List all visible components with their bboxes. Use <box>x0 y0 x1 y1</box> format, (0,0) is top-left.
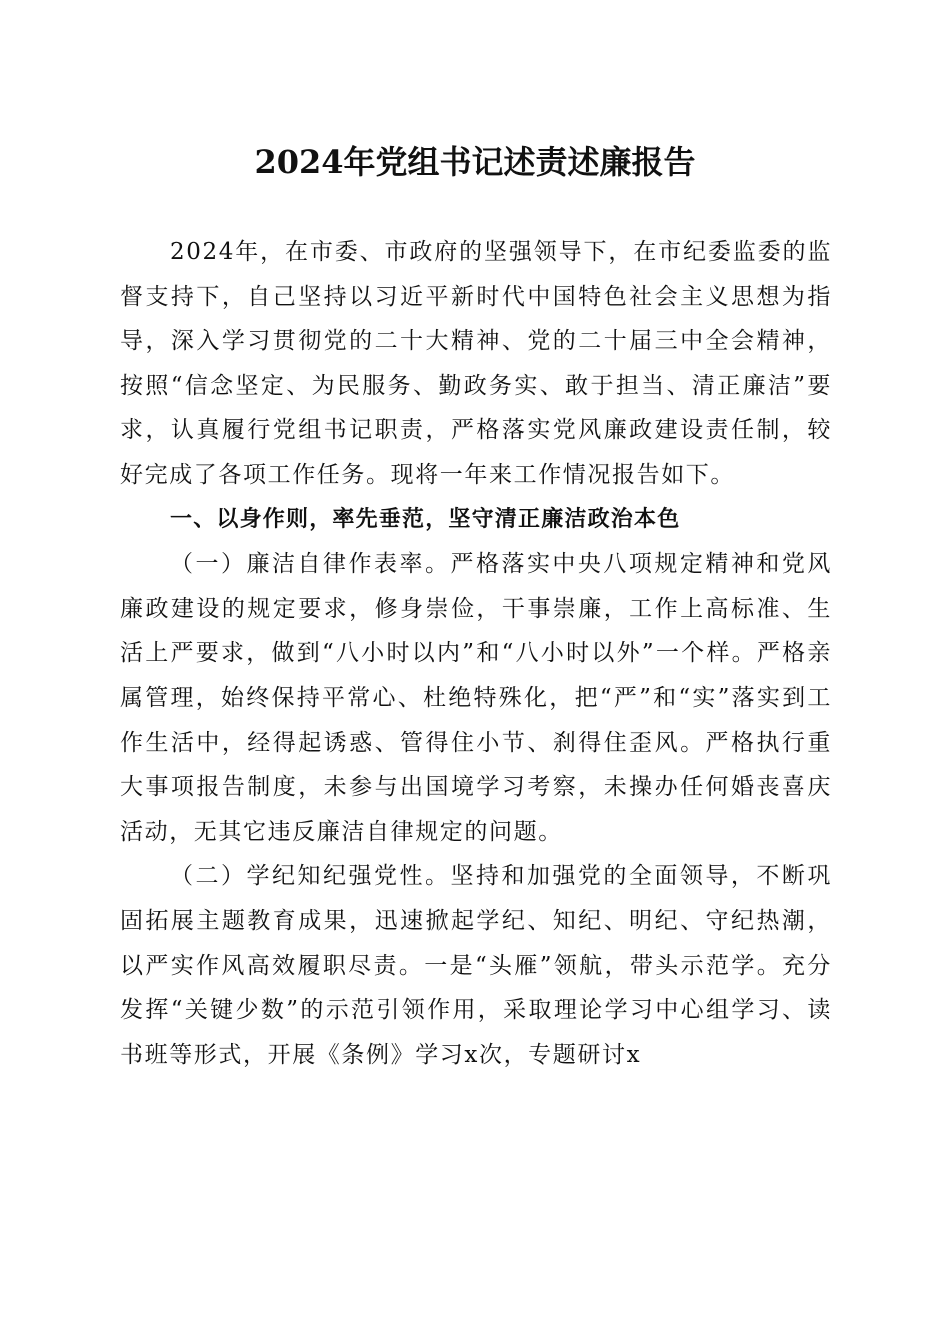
intro-paragraph: 2024年，在市委、市政府的坚强领导下，在市纪委监委的监督支持下，自己坚持以习近平新时代中国特色社会主义思想为指导，深入学习贯彻党的二十大精神、党的二十届三中全会精神，按照“信念坚定、为民服务、勤政务实、敢于担当、清正廉洁”要求，认真履行党组书记职责，严格落实党风廉政建设责任制，较好完成了各项工作任务。现将一年来工作情况报告如下。 <box>120 239 832 488</box>
item-lead-2: （二）学纪知纪强党性。 <box>170 863 451 890</box>
document-body <box>120 230 832 1077</box>
section-heading-1: 一、以身作则，率先垂范，坚守清正廉洁政治本色 <box>170 506 681 532</box>
document-title: 2024年党组书记述责述廉报告 <box>254 143 696 181</box>
item-paragraph-1 <box>120 542 832 854</box>
item-text-1: 严格落实中央八项规定精神和党风廉政建设的规定要求，修身崇俭，干事崇廉，工作上高标准、生活上严要求，做到“八小时以内”和“八小时以外”一个样。严格亲属管理，始终保持平常心、杜绝特殊化，把“严”和“实”落实到工作生活中，经得起诱惑、管得住小节、刹得住歪风。严格执行重大事项报告制度，未参与出国境学习考察，未操办任何婚丧喜庆活动，无其它违反廉洁自律规定的问题。 <box>120 551 832 845</box>
item-paragraph-2 <box>120 854 832 1077</box>
item-text-2: 坚持和加强党的全面领导，不断巩固拓展主题教育成果，迅速掀起学纪、知纪、明纪、守纪热潮，以严实作风高效履职尽责。一是“头雁”领航，带头示范学。充分发挥“关键少数”的示范引领作用，采取理论学习中心组学习、读书班等形式，开展《条例》学习x次，专题研讨x <box>120 863 832 1068</box>
item-lead-1: （一）廉洁自律作表率。 <box>170 551 451 578</box>
